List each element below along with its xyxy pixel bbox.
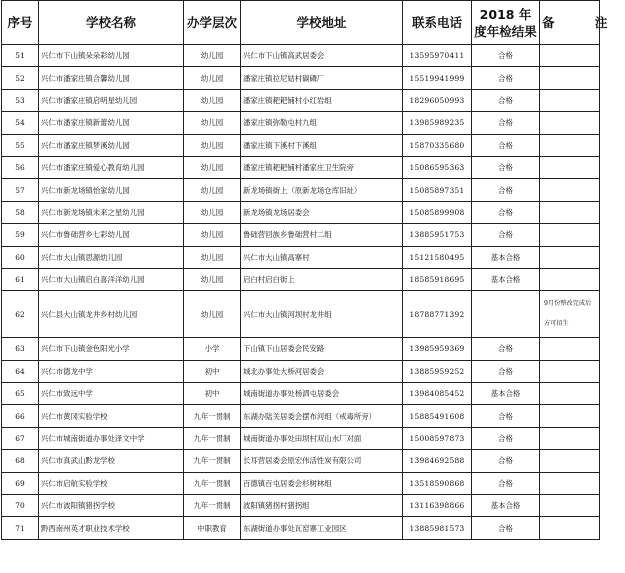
cell-address: 潘家庄镇耙耙铺村潘家庄卫生院旁 <box>241 156 403 178</box>
cell-school-name: 兴仁县大山镇龙井乡村幼儿园 <box>39 291 184 338</box>
cell-school-name: 兴仁市下山镇金色阳光小学 <box>39 338 184 360</box>
cell-no: 59 <box>2 224 39 246</box>
cell-address: 城北办事处大桥河居委会 <box>241 360 403 382</box>
cell-address: 兴仁市下山镇高武居委会 <box>241 45 403 67</box>
cell-phone: 13595970411 <box>403 45 472 67</box>
table-row <box>2 360 600 382</box>
cell-level: 幼儿园 <box>184 45 241 67</box>
table-row <box>2 112 600 134</box>
cell-school-name: 兴仁市下山镇朵朵彩幼儿园 <box>39 45 184 67</box>
cell-phone: 15870335680 <box>403 134 472 156</box>
table-row <box>2 472 600 494</box>
cell-phone: 13885981573 <box>403 517 472 539</box>
table-row <box>2 517 600 539</box>
cell-level: 幼儿园 <box>184 224 241 246</box>
cell-no: 53 <box>2 89 39 111</box>
table-row <box>2 179 600 201</box>
cell-note <box>540 179 600 201</box>
table-row <box>2 383 600 405</box>
cell-address: 下山镇下山居委会民安路 <box>241 338 403 360</box>
cell-result: 合格 <box>472 134 540 156</box>
table-row <box>2 224 600 246</box>
table-row <box>2 291 600 338</box>
cell-no: 57 <box>2 179 39 201</box>
table-row <box>2 338 600 360</box>
cell-phone: 13116398866 <box>403 495 472 517</box>
cell-phone: 18296050993 <box>403 89 472 111</box>
cell-phone: 15008597873 <box>403 427 472 449</box>
cell-no: 67 <box>2 427 39 449</box>
cell-address: 兴仁市大山镇河坝村龙井组 <box>241 291 403 338</box>
cell-school-name: 兴仁市真武山黔龙学校 <box>39 450 184 472</box>
cell-phone: 13984085452 <box>403 383 472 405</box>
cell-result: 基本合格 <box>472 268 540 290</box>
cell-address: 城南街道办事处田坝村双山水厂对面 <box>241 427 403 449</box>
table-row <box>2 495 600 517</box>
cell-note <box>540 156 600 178</box>
cell-address: 波阳镇猪拐村猪拐组 <box>241 495 403 517</box>
cell-note <box>540 472 600 494</box>
cell-phone: 13518590868 <box>403 472 472 494</box>
cell-phone: 13984692588 <box>403 450 472 472</box>
cell-level: 幼儿园 <box>184 291 241 338</box>
cell-result: 合格 <box>472 450 540 472</box>
cell-result: 合格 <box>472 517 540 539</box>
cell-note <box>540 338 600 360</box>
cell-no: 58 <box>2 201 39 223</box>
table-row <box>2 246 600 268</box>
cell-address: 鲁础营回族乡鲁础营村二组 <box>241 224 403 246</box>
cell-address: 东湖办陆关居委会摆布河组（戒毒所旁） <box>241 405 403 427</box>
header-school-name: 学校名称 <box>39 1 184 45</box>
cell-result: 合格 <box>472 224 540 246</box>
cell-address: 长耳营居委会原宏伟活性炭有限公司 <box>241 450 403 472</box>
cell-no: 51 <box>2 45 39 67</box>
cell-level: 幼儿园 <box>184 112 241 134</box>
cell-level: 九年一贯制 <box>184 472 241 494</box>
cell-school-name: 兴仁市大山镇思源幼儿园 <box>39 246 184 268</box>
cell-result: 基本合格 <box>472 495 540 517</box>
cell-note <box>540 517 600 539</box>
cell-address: 潘家庄镇耙耙铺村小红岩组 <box>241 89 403 111</box>
cell-school-name: 兴仁市启航实验学校 <box>39 472 184 494</box>
header-address: 学校地址 <box>241 1 403 45</box>
cell-result: 合格 <box>472 89 540 111</box>
cell-note <box>540 246 600 268</box>
cell-level: 九年一贯制 <box>184 495 241 517</box>
cell-result: 合格 <box>472 472 540 494</box>
cell-result: 合格 <box>472 201 540 223</box>
cell-level: 初中 <box>184 383 241 405</box>
cell-school-name: 兴仁市致远中学 <box>39 383 184 405</box>
cell-note <box>540 495 600 517</box>
table-row <box>2 450 600 472</box>
cell-note <box>540 112 600 134</box>
cell-phone: 13885959252 <box>403 360 472 382</box>
cell-no: 69 <box>2 472 39 494</box>
cell-level: 幼儿园 <box>184 246 241 268</box>
cell-phone: 13885951753 <box>403 224 472 246</box>
cell-note <box>540 360 600 382</box>
cell-address: 启白村启白街上 <box>241 268 403 290</box>
header-result: 2018 年度年检结果 <box>472 1 540 45</box>
header-note-label: 备 注 <box>542 15 625 30</box>
cell-no: 70 <box>2 495 39 517</box>
table-row <box>2 156 600 178</box>
table-row <box>2 45 600 67</box>
header-row <box>2 1 600 45</box>
cell-address: 东湖街道办事处瓦窑寨工业园区 <box>241 517 403 539</box>
cell-no: 56 <box>2 156 39 178</box>
cell-level: 九年一贯制 <box>184 405 241 427</box>
cell-no: 71 <box>2 517 39 539</box>
cell-result: 合格 <box>472 112 540 134</box>
cell-result <box>472 291 540 338</box>
cell-level: 幼儿园 <box>184 179 241 201</box>
cell-note: 9月份整改完成后方可招生 <box>540 291 600 338</box>
cell-level: 幼儿园 <box>184 89 241 111</box>
cell-school-name: 兴仁市大山镇启白喜洋洋幼儿园 <box>39 268 184 290</box>
cell-note <box>540 268 600 290</box>
cell-school-name: 兴仁市潘家庄镇新蕾幼儿园 <box>39 112 184 134</box>
cell-note <box>540 383 600 405</box>
cell-no: 64 <box>2 360 39 382</box>
cell-school-name: 黔西南州英才职业技术学校 <box>39 517 184 539</box>
header-no: 序号 <box>2 1 39 45</box>
cell-result: 合格 <box>472 405 540 427</box>
cell-level: 幼儿园 <box>184 67 241 89</box>
cell-note <box>540 201 600 223</box>
header-phone: 联系电话 <box>403 1 472 45</box>
cell-result: 合格 <box>472 427 540 449</box>
cell-result: 基本合格 <box>472 383 540 405</box>
cell-address: 百德镇百屯居委会杉树林组 <box>241 472 403 494</box>
cell-no: 61 <box>2 268 39 290</box>
school-inspection-table <box>1 0 625 540</box>
cell-level: 九年一贯制 <box>184 427 241 449</box>
cell-note <box>540 427 600 449</box>
table-row <box>2 201 600 223</box>
cell-note <box>540 89 600 111</box>
cell-result: 合格 <box>472 67 540 89</box>
cell-school-name: 兴仁市德龙中学 <box>39 360 184 382</box>
cell-phone: 15086595363 <box>403 156 472 178</box>
table-row <box>2 67 600 89</box>
cell-no: 63 <box>2 338 39 360</box>
cell-no: 54 <box>2 112 39 134</box>
cell-address: 城南街道办事处杨泗屯居委会 <box>241 383 403 405</box>
cell-school-name: 兴仁市潘家庄镇合馨幼儿园 <box>39 67 184 89</box>
cell-result: 合格 <box>472 45 540 67</box>
cell-phone: 15519941999 <box>403 67 472 89</box>
header-note <box>540 1 625 45</box>
table-row <box>2 268 600 290</box>
cell-phone: 18585918695 <box>403 268 472 290</box>
cell-no: 68 <box>2 450 39 472</box>
cell-phone: 18788771392 <box>403 291 472 338</box>
cell-school-name: 兴仁市黄冈实验学校 <box>39 405 184 427</box>
cell-address: 兴仁市大山镇高寨村 <box>241 246 403 268</box>
cell-result: 合格 <box>472 179 540 201</box>
cell-level: 幼儿园 <box>184 156 241 178</box>
cell-address: 新龙场镇街上（原新龙场仓库旧址） <box>241 179 403 201</box>
cell-level: 小学 <box>184 338 241 360</box>
cell-school-name: 兴仁市潘家庄镇梦溪幼儿园 <box>39 134 184 156</box>
cell-result: 合格 <box>472 156 540 178</box>
cell-no: 55 <box>2 134 39 156</box>
cell-phone: 13985959369 <box>403 338 472 360</box>
cell-school-name: 兴仁市波阳镇猪拐学校 <box>39 495 184 517</box>
cell-phone: 15085899908 <box>403 201 472 223</box>
cell-note <box>540 67 600 89</box>
cell-no: 66 <box>2 405 39 427</box>
cell-note <box>540 405 600 427</box>
cell-address: 潘家庄镇下溪村下溪组 <box>241 134 403 156</box>
cell-phone: 15121580495 <box>403 246 472 268</box>
cell-note <box>540 224 600 246</box>
table-row <box>2 405 600 427</box>
cell-note <box>540 450 600 472</box>
cell-result: 合格 <box>472 360 540 382</box>
cell-level: 中职教育 <box>184 517 241 539</box>
cell-no: 52 <box>2 67 39 89</box>
cell-level: 幼儿园 <box>184 201 241 223</box>
cell-level: 九年一贯制 <box>184 450 241 472</box>
cell-level: 幼儿园 <box>184 268 241 290</box>
cell-address: 潘家庄镇拉尼姑村碳磷厂 <box>241 67 403 89</box>
cell-address: 潘家庄镇弥勒屯村九组 <box>241 112 403 134</box>
table-row <box>2 427 600 449</box>
cell-phone: 15085897351 <box>403 179 472 201</box>
cell-school-name: 兴仁市潘家庄镇启明星幼儿园 <box>39 89 184 111</box>
cell-school-name: 兴仁市新龙场镇未来之星幼儿园 <box>39 201 184 223</box>
header-level: 办学层次 <box>184 1 241 45</box>
cell-phone: 13985989235 <box>403 112 472 134</box>
cell-school-name: 兴仁市鲁础营乡七彩幼儿园 <box>39 224 184 246</box>
cell-address: 新龙场镇龙场居委会 <box>241 201 403 223</box>
table-row <box>2 134 600 156</box>
cell-result: 合格 <box>472 338 540 360</box>
table-row <box>2 89 600 111</box>
cell-note <box>540 134 600 156</box>
cell-no: 62 <box>2 291 39 338</box>
cell-phone: 15885491608 <box>403 405 472 427</box>
cell-level: 幼儿园 <box>184 134 241 156</box>
cell-level: 初中 <box>184 360 241 382</box>
cell-no: 60 <box>2 246 39 268</box>
table-body <box>2 45 600 540</box>
cell-school-name: 兴仁市潘家庄镇爱心教育幼儿园 <box>39 156 184 178</box>
cell-note <box>540 45 600 67</box>
cell-no: 65 <box>2 383 39 405</box>
cell-school-name: 兴仁市城南街道办事处泽文中学 <box>39 427 184 449</box>
cell-school-name: 兴仁市新龙场镇怡家幼儿园 <box>39 179 184 201</box>
cell-result: 基本合格 <box>472 246 540 268</box>
